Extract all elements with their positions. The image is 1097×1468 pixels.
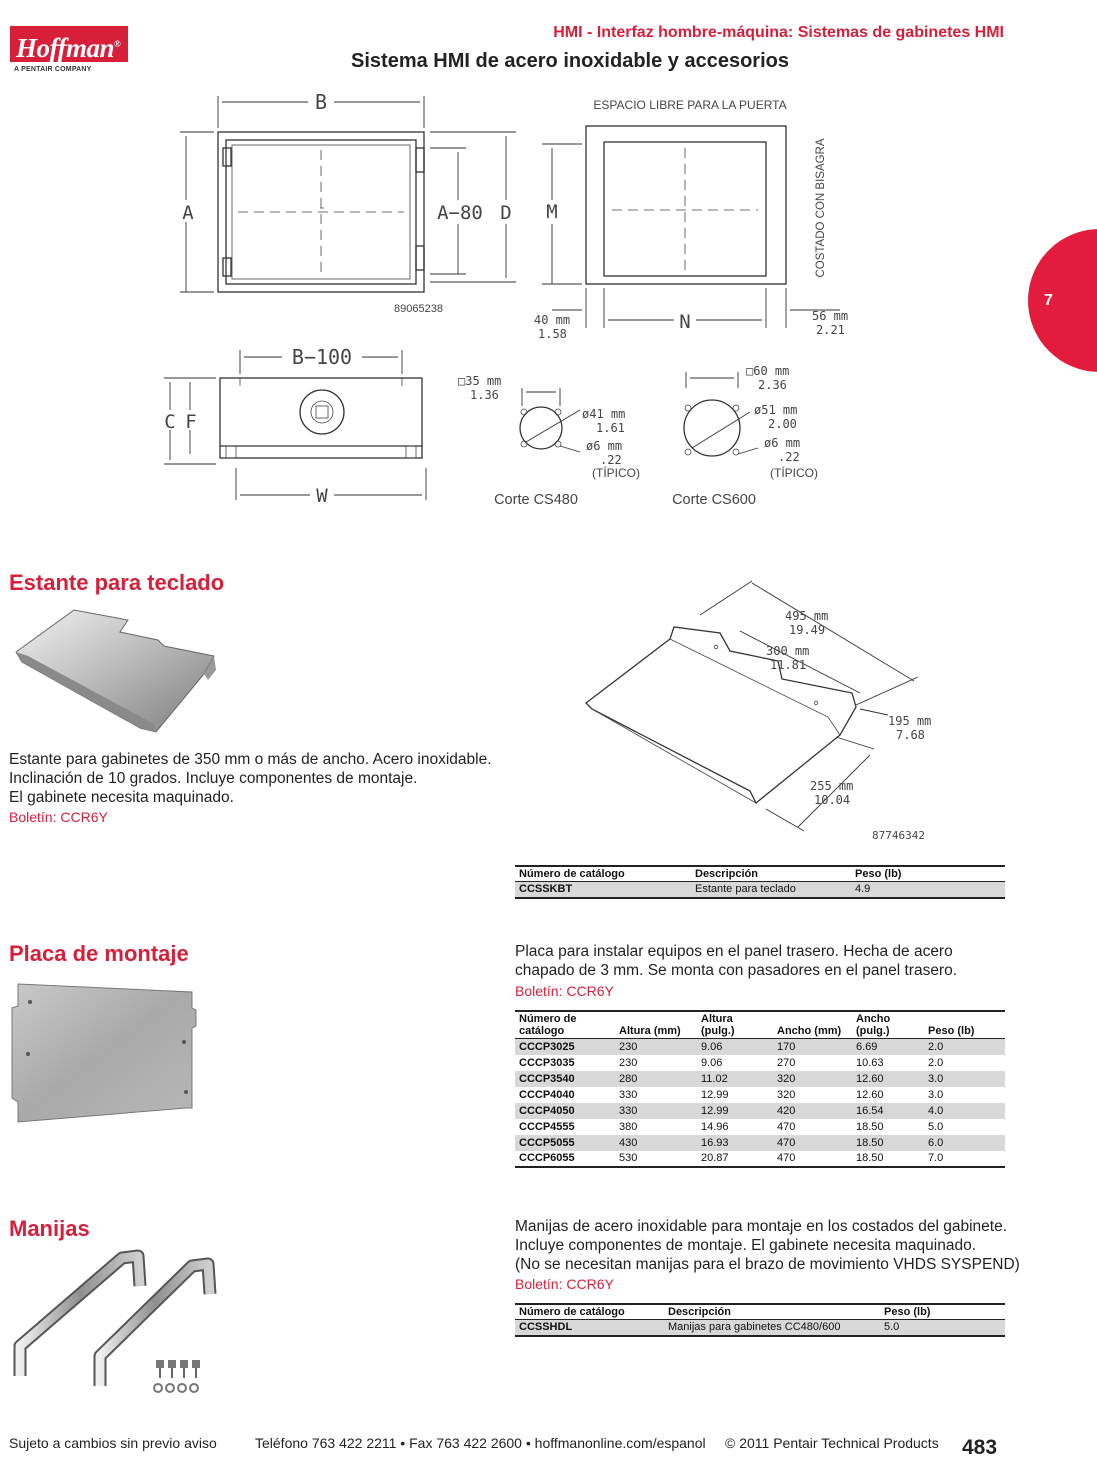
mounting-plate-photo [10, 978, 200, 1126]
catalog-number: CCCP6055 [519, 1152, 575, 1164]
col-width-mm: Ancho (mm) [773, 1011, 852, 1039]
dim-40-in: 1.58 [538, 327, 567, 341]
table-row [515, 1119, 1005, 1135]
shelf-dim-495-mm: 495 mm [785, 609, 829, 623]
col-weight: Peso (lb) [851, 866, 1005, 882]
description-line: Placa para instalar equipos en el panel trasero. Hecha de acero [515, 943, 953, 960]
label-w: W [316, 485, 328, 507]
catalog-number: CCCP4040 [519, 1088, 575, 1101]
cs600-diameter-mm: ø51 mm [754, 403, 798, 417]
cs480-diameter-mm: ø41 mm [582, 407, 626, 421]
table-header-row [515, 1011, 1005, 1039]
cs600-diameter-in: 2.00 [768, 417, 797, 431]
shelf-part-number: 87746342 [872, 829, 925, 842]
catalog-number: CCSSHDL [515, 1320, 664, 1336]
mounting-plate-bulletin[interactable]: Boletín: CCR6Y [515, 983, 614, 999]
catalog-number: CCCP4555 [519, 1120, 575, 1133]
height-mm-cell: 280 [615, 1071, 697, 1087]
height-in-cell: 16.93 [697, 1135, 773, 1151]
table-row [515, 1055, 1005, 1071]
height-mm-cell: 230 [615, 1039, 697, 1055]
handles-photo [10, 1246, 230, 1396]
cs480-typical: (TÍPICO) [592, 466, 640, 480]
width-in-cell: 12.60 [852, 1071, 924, 1087]
weight-cell: 7.0 [928, 1152, 944, 1164]
col-description: Descripción [691, 866, 851, 882]
weight-cell: 2.0 [928, 1056, 944, 1069]
keyboard-shelf-table [515, 865, 1005, 899]
shelf-dim-195-in: 7.68 [896, 728, 925, 742]
width-in-cell: 16.54 [852, 1103, 924, 1119]
width-mm-cell: 320 [773, 1071, 852, 1087]
height-in-cell: 11.02 [697, 1071, 773, 1087]
mounting-plate-table [515, 1010, 1005, 1168]
weight-cell: 5.0 [880, 1320, 1005, 1336]
keyboard-shelf-photo [8, 600, 220, 735]
shelf-dim-300-mm: 300 mm [766, 644, 810, 658]
cutout-cs480-label: Corte CS480 [494, 492, 578, 508]
handles-description [515, 1217, 1020, 1274]
cs480-hole-in: .22 [600, 453, 622, 467]
keyboard-shelf-title: Estante para teclado [9, 570, 225, 595]
weight-cell: 4.0 [924, 1103, 1005, 1119]
label-b-minus-100: B−100 [291, 345, 353, 369]
label-f: F [185, 411, 197, 433]
col-width-in: Ancho (pulg.) [852, 1011, 924, 1039]
table-row [515, 882, 1005, 898]
width-in-cell: 10.63 [856, 1056, 884, 1069]
description-line: chapado de 3 mm. Se monta con pasadores en el panel trasero. [515, 962, 958, 979]
catalog-number: CCCP4050 [515, 1103, 615, 1119]
cs600-hole-mm: ø6 mm [764, 436, 801, 450]
door-clearance-view [534, 98, 848, 341]
weight-cell: 4.9 [851, 882, 1005, 898]
dim-56-mm: 56 mm [812, 309, 849, 323]
shelf-dim-300-in: 11.81 [770, 658, 807, 672]
width-in-cell: 18.50 [852, 1135, 924, 1151]
catalog-number: CCSSKBT [515, 882, 691, 898]
cutout-cs480 [458, 374, 640, 508]
col-catalog-number: Número de catálogo [515, 1304, 664, 1320]
mounting-plate-table-body [515, 1039, 1005, 1167]
cs600-square-mm: □60 mm [746, 364, 790, 378]
col-weight: Peso (lb) [924, 1011, 1005, 1039]
hinge-side-label: COSTADO CON BISAGRA [815, 138, 827, 278]
table-row [515, 1087, 1005, 1103]
cs600-typical: (TÍPICO) [770, 466, 818, 480]
enclosure-drawing [140, 88, 900, 528]
width-mm-cell: 270 [777, 1056, 796, 1069]
description-line: Manijas de acero inoxidable para montaje en los costados del gabinete. [515, 1218, 1008, 1235]
page-title: Sistema HMI de acero inoxidable y accesorios [351, 50, 789, 72]
front-view [180, 90, 516, 315]
col-weight: Peso (lb) [880, 1304, 1005, 1320]
table-row [515, 1071, 1005, 1087]
table-row [515, 1135, 1005, 1151]
cs480-hole-mm: ø6 mm [586, 439, 623, 453]
height-in-cell: 14.96 [701, 1120, 729, 1133]
table-row [515, 1151, 1005, 1167]
page-number: 483 [962, 1436, 998, 1459]
keyboard-shelf-description [9, 750, 492, 807]
cutout-cs600 [672, 364, 818, 508]
shelf-dim-255-in: 10.04 [814, 793, 851, 807]
description-cell: Estante para teclado [691, 882, 851, 898]
shelf-dim-195-mm: 195 mm [888, 714, 932, 728]
width-mm-cell: 170 [773, 1039, 852, 1055]
drawing-part-number: 89065238 [394, 303, 443, 315]
logo-subtitle: A PENTAIR COMPANY [14, 66, 92, 73]
cutout-cs600-label: Corte CS600 [672, 492, 756, 508]
footer-copyright: © 2011 Pentair Technical Products [725, 1435, 939, 1451]
category-heading: HMI - Interfaz hombre-máquina: Sistemas de gabinetes HMI [553, 24, 1004, 41]
table-row [515, 1103, 1005, 1119]
label-b: B [314, 90, 328, 114]
col-catalog-number: Número de catálogo [515, 1011, 615, 1039]
shelf-dim-255-mm: 255 mm [810, 779, 854, 793]
cs480-diameter-in: 1.61 [596, 421, 625, 435]
height-mm-cell: 530 [619, 1152, 638, 1164]
description-line: (No se necesitan manijas para el brazo de movimiento VHDS SYSPEND) [515, 1256, 1020, 1273]
col-height-mm: Altura (mm) [615, 1011, 697, 1039]
top-view [164, 345, 426, 507]
description-line: El gabinete necesita maquinado. [9, 789, 234, 806]
height-mm-cell: 330 [619, 1088, 638, 1101]
weight-cell: 5.0 [928, 1120, 944, 1133]
catalog-number: CCCP3035 [519, 1056, 575, 1069]
table-row [515, 1039, 1005, 1055]
keyboard-shelf-bulletin[interactable]: Boletín: CCR6Y [9, 809, 108, 825]
width-in-cell: 18.50 [856, 1120, 884, 1133]
width-in-cell: 6.69 [852, 1039, 924, 1055]
catalog-number: CCCP3540 [515, 1071, 615, 1087]
height-mm-cell: 230 [619, 1056, 638, 1069]
handles-table [515, 1303, 1005, 1337]
col-description: Descripción [664, 1304, 880, 1320]
label-m: M [546, 201, 558, 223]
height-in-cell: 9.06 [701, 1056, 723, 1069]
dim-40-mm: 40 mm [534, 313, 571, 327]
label-a-minus-80: A−80 [437, 202, 483, 224]
height-mm-cell: 330 [615, 1103, 697, 1119]
weight-cell: 3.0 [928, 1088, 944, 1101]
cs480-square-in: 1.36 [470, 388, 499, 402]
keyboard-shelf-drawing [570, 575, 950, 850]
logo-registered-mark: ® [114, 39, 121, 49]
section-tab [1028, 229, 1097, 372]
label-d: D [500, 202, 512, 224]
handles-bulletin[interactable]: Boletín: CCR6Y [515, 1276, 614, 1292]
cs600-hole-in: .22 [778, 450, 800, 464]
height-in-cell: 20.87 [701, 1152, 729, 1164]
width-mm-cell: 470 [777, 1120, 796, 1133]
table-header-row [515, 866, 1005, 882]
cs480-square-mm: □35 mm [458, 374, 502, 388]
height-mm-cell: 380 [619, 1120, 638, 1133]
width-mm-cell: 470 [777, 1152, 796, 1164]
width-in-cell: 12.60 [856, 1088, 884, 1101]
description-line: Incluye componentes de montaje. El gabinete necesita maquinado. [515, 1237, 976, 1254]
weight-cell: 2.0 [924, 1039, 1005, 1055]
label-c: C [164, 411, 176, 433]
height-in-cell: 12.99 [697, 1103, 773, 1119]
door-clearance-label: ESPACIO LIBRE PARA LA PUERTA [593, 98, 787, 112]
width-mm-cell: 420 [773, 1103, 852, 1119]
col-height-in: Altura (pulg.) [697, 1011, 773, 1039]
label-a: A [182, 202, 194, 224]
table-header-row [515, 1304, 1005, 1320]
weight-cell: 6.0 [924, 1135, 1005, 1151]
description-cell: Manijas para gabinetes CC480/600 [664, 1320, 880, 1336]
height-in-cell: 12.99 [701, 1088, 729, 1101]
catalog-number: CCCP5055 [515, 1135, 615, 1151]
handles-title: Manijas [9, 1216, 90, 1241]
mounting-plate-title: Placa de montaje [9, 941, 189, 966]
footer-notice: Sujeto a cambios sin previo aviso [9, 1435, 217, 1451]
width-in-cell: 18.50 [856, 1152, 884, 1164]
weight-cell: 3.0 [924, 1071, 1005, 1087]
screws-icon [154, 1360, 200, 1392]
table-row [515, 1320, 1005, 1336]
section-tab-number: 7 [1044, 292, 1053, 309]
col-catalog-number: Número de catálogo [515, 866, 691, 882]
mounting-plate-description [515, 942, 957, 980]
label-n: N [679, 311, 691, 333]
footer-contact[interactable]: Teléfono 763 422 2211 • Fax 763 422 2600 • hoffmanonline.com/espanol [255, 1435, 706, 1451]
catalog-number: CCCP3025 [515, 1039, 615, 1055]
height-mm-cell: 430 [615, 1135, 697, 1151]
dim-56-in: 2.21 [816, 323, 845, 337]
height-in-cell: 9.06 [697, 1039, 773, 1055]
logo-text: Hoffman [16, 33, 115, 63]
description-line: Inclinación de 10 grados. Incluye componentes de montaje. [9, 770, 418, 787]
description-line: Estante para gabinetes de 350 mm o más de ancho. Acero inoxidable. [9, 751, 492, 768]
width-mm-cell: 320 [777, 1088, 796, 1101]
width-mm-cell: 470 [773, 1135, 852, 1151]
shelf-dim-495-in: 19.49 [789, 623, 826, 637]
cs600-square-in: 2.36 [758, 378, 787, 392]
